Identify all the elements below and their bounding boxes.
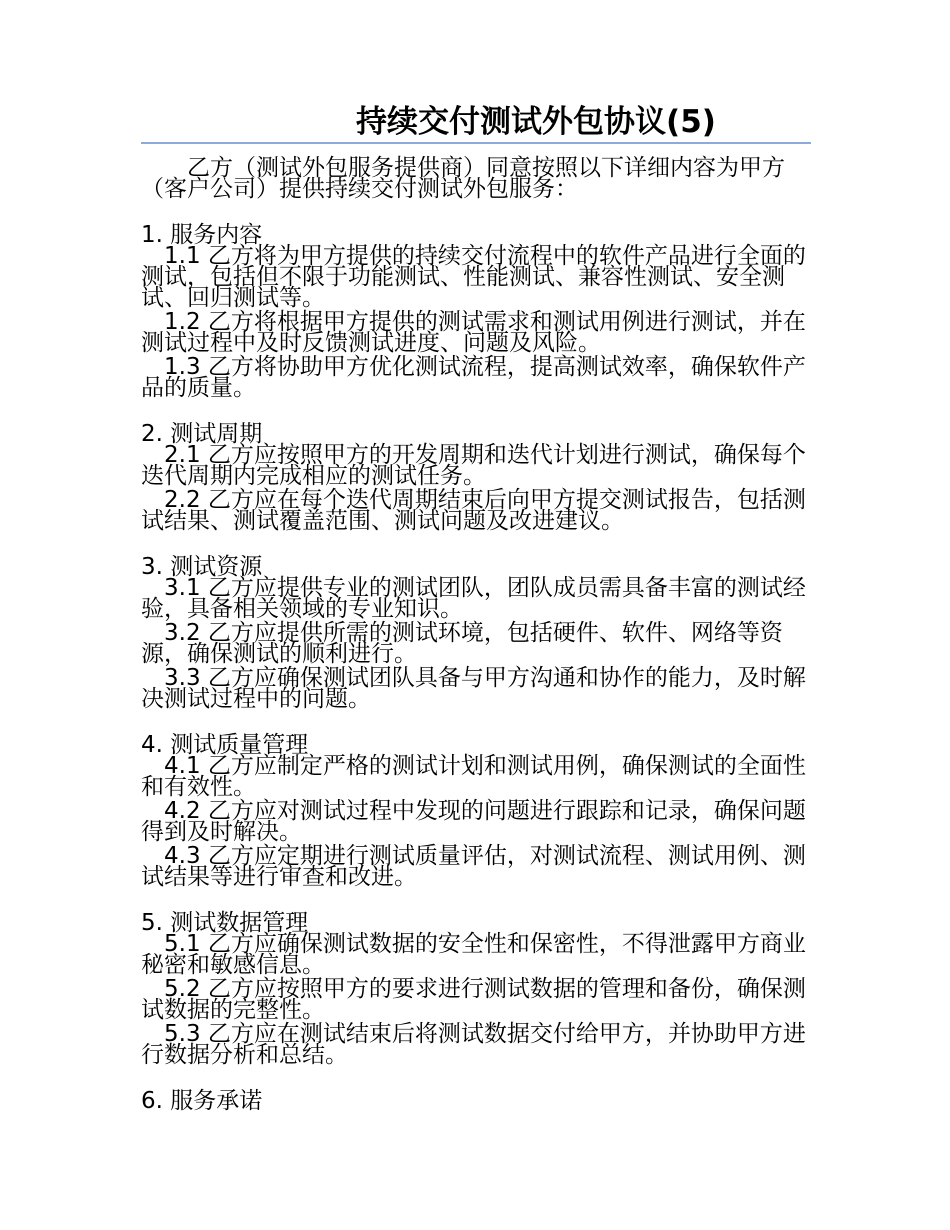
clause-1-2: 1.2 乙方将根据甲方提供的测试需求和测试用例进行测试，并在测试过程中及时反馈测试进度、问题及风险。 xyxy=(141,309,806,356)
document-title: 持续交付测试外包协议(5) xyxy=(356,104,716,140)
section-6 xyxy=(141,1090,811,1112)
clause-5-3: 5.3 乙方应在测试结束后将测试数据交付给甲方，并协助甲方进行数据分析和总结。 xyxy=(141,1021,806,1068)
section-heading: 4. 测试质量管理 xyxy=(141,732,309,758)
clause-5-1: 5.1 乙方应确保测试数据的安全性和保密性，不得泄露甲方商业秘密和敏感信息。 xyxy=(141,931,806,978)
section-4 xyxy=(141,734,811,888)
clause-4-1: 4.1 乙方应制定严格的测试计划和测试用例，确保测试的全面性和有效性。 xyxy=(141,753,806,800)
document-page xyxy=(141,100,811,1136)
section-5 xyxy=(141,912,811,1066)
title-block xyxy=(141,100,811,144)
section-heading: 2. 测试周期 xyxy=(141,421,263,447)
clause-2-2: 2.2 乙方应在每个迭代周期结束后向甲方提交测试报告，包括测试结果、测试覆盖范围、测试问题及改进建议。 xyxy=(141,487,806,534)
section-heading: 3. 测试资源 xyxy=(141,554,263,580)
clause-5-2: 5.2 乙方应按照甲方的要求进行测试数据的管理和备份，确保测试数据的完整性。 xyxy=(141,976,806,1023)
clause-3-2: 3.2 乙方应提供所需的测试环境，包括硬件、软件、网络等资源，确保测试的顺利进行。 xyxy=(141,620,783,667)
clause-2-1: 2.1 乙方应按照甲方的开发周期和迭代计划进行测试，确保每个迭代周期内完成相应的测试任务。 xyxy=(141,442,806,489)
clause-1-1: 1.1 乙方将为甲方提供的持续交付流程中的软件产品进行全面的测试，包括但不限于功能测试、性能测试、兼容性测试、安全测试、回归测试等。 xyxy=(141,243,806,311)
clause-1-3: 1.3 乙方将协助甲方优化测试流程，提高测试效率，确保软件产品的质量。 xyxy=(141,354,806,401)
section-heading: 1. 服务内容 xyxy=(141,222,263,248)
clause-3-1: 3.1 乙方应提供专业的测试团队，团队成员需具备丰富的测试经验，具备相关领域的专业知识。 xyxy=(141,575,806,622)
section-heading: 6. 服务承诺 xyxy=(141,1088,263,1114)
intro-paragraph: 乙方（测试外包服务提供商）同意按照以下详细内容为甲方（客户公司）提供持续交付测试外包服务： xyxy=(141,155,785,202)
section-heading: 5. 测试数据管理 xyxy=(141,910,309,936)
clause-4-3: 4.3 乙方应定期进行测试质量评估，对测试流程、测试用例、测试结果等进行审查和改进。 xyxy=(141,843,806,890)
clause-4-2: 4.2 乙方应对测试过程中发现的问题进行跟踪和记录，确保问题得到及时解决。 xyxy=(141,798,806,845)
section-2 xyxy=(141,423,811,532)
section-3 xyxy=(141,556,811,710)
clause-3-3: 3.3 乙方应确保测试团队具备与甲方沟通和协作的能力，及时解决测试过程中的问题。 xyxy=(141,665,806,712)
section-1 xyxy=(141,224,811,399)
